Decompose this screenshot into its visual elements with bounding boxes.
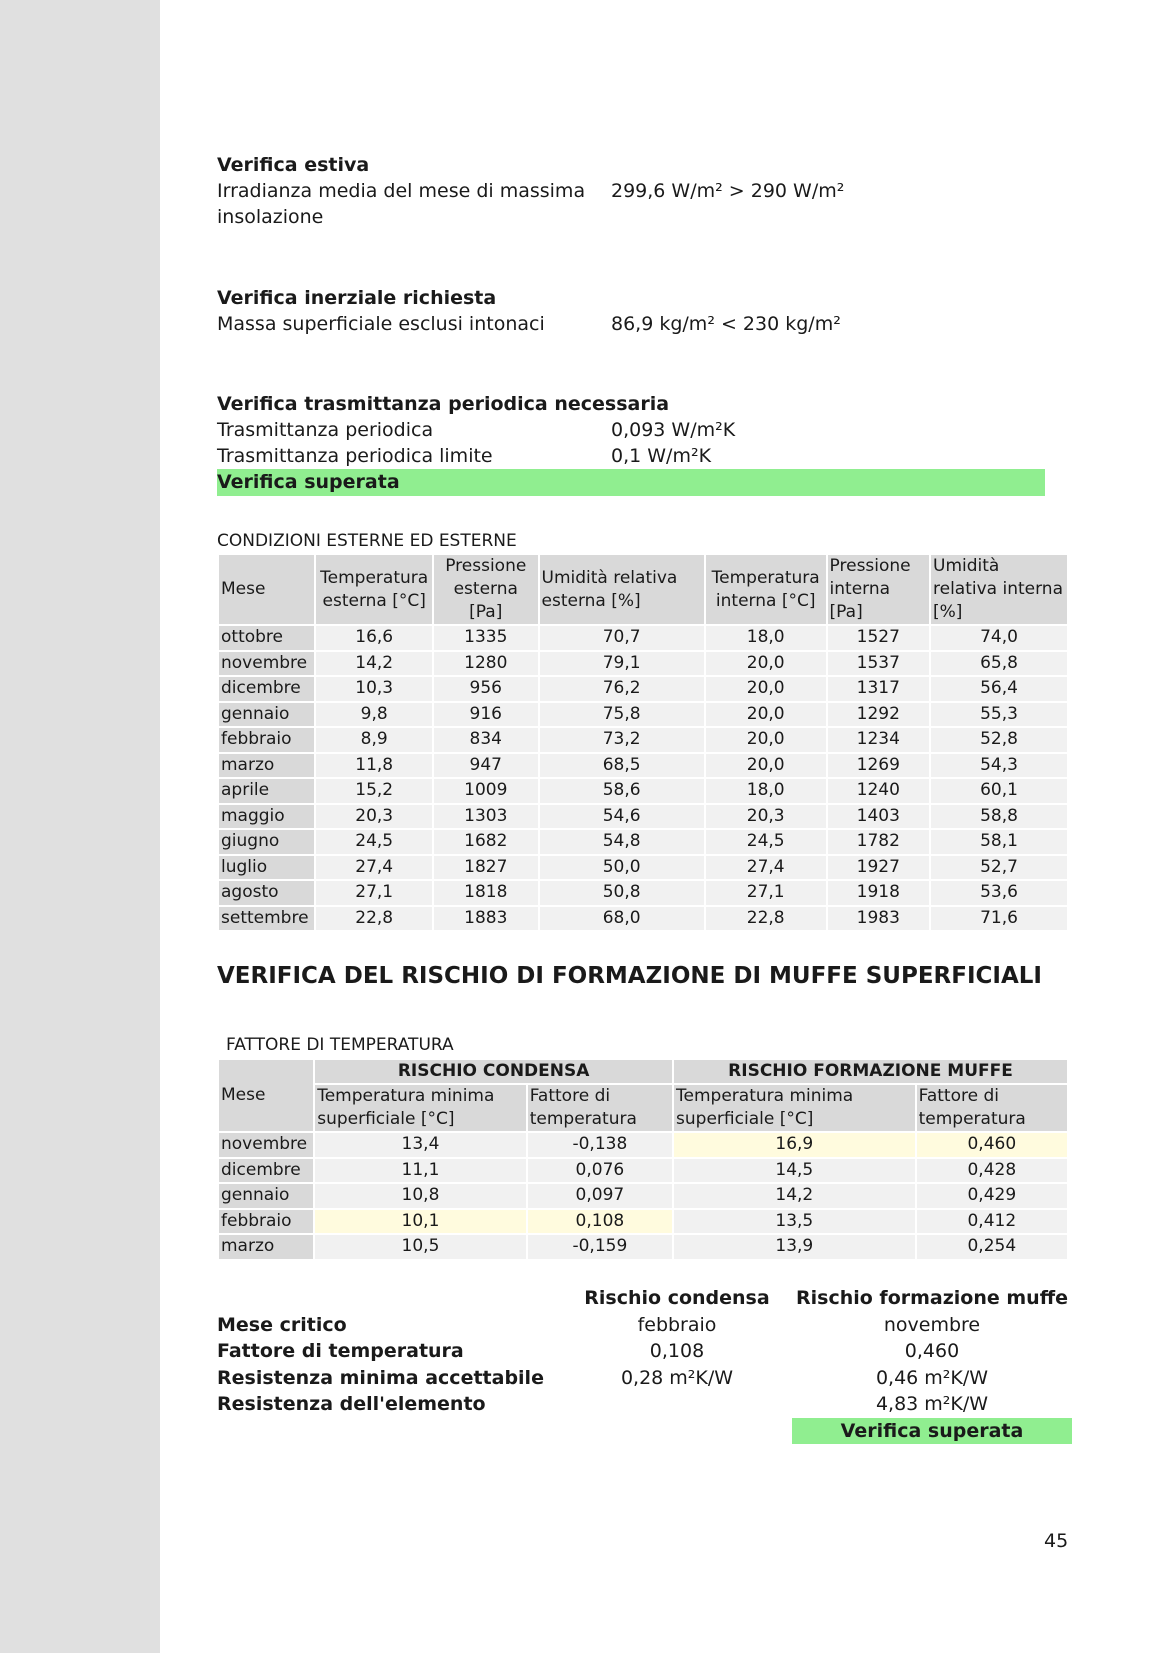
summary-header-row [217, 1285, 1077, 1312]
month-cell: ottobre [219, 626, 314, 650]
value-cell: 14,2 [674, 1184, 915, 1208]
verifica-estiva-block [217, 152, 845, 230]
value-cell: 0,412 [917, 1210, 1067, 1234]
value-cell: 58,1 [931, 830, 1067, 854]
summary-label: Resistenza dell'elemento [217, 1393, 486, 1415]
value-cell: 24,5 [316, 830, 432, 854]
value-cell: 56,4 [931, 677, 1067, 701]
summary-row [217, 1365, 1077, 1392]
verifica-inerziale-block [217, 285, 841, 337]
value-cell: 71,6 [931, 907, 1067, 931]
verifica-estiva-label-cont: insolazione [217, 206, 324, 228]
verifica-trasmittanza-block [217, 391, 1045, 496]
value-cell: 68,5 [540, 754, 704, 778]
value-cell: 1983 [828, 907, 929, 931]
value-cell: 58,8 [931, 805, 1067, 829]
value-cell: 10,1 [315, 1210, 526, 1234]
header-pressione-interna: Pressione interna [Pa] [828, 555, 929, 624]
value-cell: 1927 [828, 856, 929, 880]
verifica-inerziale-row [217, 311, 841, 337]
value-cell: 1280 [434, 652, 537, 676]
month-cell: giugno [219, 830, 314, 854]
summary-row [217, 1312, 1077, 1339]
table-row [219, 1210, 1067, 1234]
header-muffe-tmin: Temperatura minima superficiale [°C] [674, 1085, 915, 1131]
value-cell: 11,8 [316, 754, 432, 778]
value-cell: 20,3 [316, 805, 432, 829]
month-cell: maggio [219, 805, 314, 829]
table-row [219, 1184, 1067, 1208]
value-cell: 13,9 [674, 1235, 915, 1259]
table-row [219, 652, 1067, 676]
header-umidita-esterna: Umidità relativa esterna [%] [540, 555, 704, 624]
value-cell: 68,0 [540, 907, 704, 931]
value-cell: 1234 [828, 728, 929, 752]
value-cell: 0,076 [528, 1159, 672, 1183]
value-cell: 1537 [828, 652, 929, 676]
value-cell: 73,2 [540, 728, 704, 752]
table-row [219, 626, 1067, 650]
summary-row [217, 1338, 1077, 1365]
value-cell: 1827 [434, 856, 537, 880]
trasmittanza-limite-label: Trasmittanza periodica limite [217, 445, 493, 467]
value-cell: 1303 [434, 805, 537, 829]
value-cell: 10,5 [315, 1235, 526, 1259]
value-cell: 75,8 [540, 703, 704, 727]
table-row [219, 1133, 1067, 1157]
value-cell: 20,0 [706, 703, 826, 727]
value-cell: 52,8 [931, 728, 1067, 752]
verifica-superata-cell: Verifica superata [792, 1418, 1072, 1444]
table-row [219, 728, 1067, 752]
value-cell: 20,0 [706, 677, 826, 701]
value-cell: 11,1 [315, 1159, 526, 1183]
month-cell: aprile [219, 779, 314, 803]
header-rischio-muffe: RISCHIO FORMAZIONE MUFFE [674, 1060, 1067, 1083]
summary-label: Fattore di temperatura [217, 1340, 464, 1362]
header-temp-interna: Temperatura interna [°C] [706, 555, 826, 624]
value-cell: 27,4 [316, 856, 432, 880]
value-cell: 27,1 [706, 881, 826, 905]
fattore-temperatura-table [217, 1058, 1069, 1261]
table-row [219, 830, 1067, 854]
month-cell: agosto [219, 881, 314, 905]
value-cell: 54,8 [540, 830, 704, 854]
value-cell: 10,8 [315, 1184, 526, 1208]
value-cell: 14,5 [674, 1159, 915, 1183]
value-cell: 70,7 [540, 626, 704, 650]
header-umidita-interna: Umidità relativa interna [%] [931, 555, 1067, 624]
value-cell: 14,2 [316, 652, 432, 676]
muffe-section-title: VERIFICA DEL RISCHIO DI FORMAZIONE DI MUFFE SUPERFICIALI [217, 963, 1042, 989]
value-cell: 18,0 [706, 779, 826, 803]
month-cell: marzo [219, 1235, 313, 1259]
trasmittanza-row [217, 417, 1045, 443]
month-cell: gennaio [219, 1184, 313, 1208]
month-cell: dicembre [219, 677, 314, 701]
value-cell: 0,097 [528, 1184, 672, 1208]
verifica-trasmittanza-title: Verifica trasmittanza periodica necessaria [217, 393, 670, 415]
value-cell: 0,460 [917, 1133, 1067, 1157]
table-row [219, 754, 1067, 778]
value-cell: 27,4 [706, 856, 826, 880]
verifica-inerziale-title: Verifica inerziale richiesta [217, 287, 497, 309]
value-cell: 22,8 [316, 907, 432, 931]
value-cell: 956 [434, 677, 537, 701]
value-cell: 0,254 [917, 1235, 1067, 1259]
value-cell: 79,1 [540, 652, 704, 676]
value-cell: 60,1 [931, 779, 1067, 803]
value-cell: 0,429 [917, 1184, 1067, 1208]
value-cell: 1682 [434, 830, 537, 854]
value-cell: 50,8 [540, 881, 704, 905]
value-cell: 1292 [828, 703, 929, 727]
summary-condensa-value: 0,28 m²K/W [620, 1366, 734, 1389]
table-row [219, 779, 1067, 803]
value-cell: 53,6 [931, 881, 1067, 905]
value-cell: 16,6 [316, 626, 432, 650]
trasmittanza-value: 0,093 W/m²K [611, 419, 736, 441]
verifica-inerziale-value: 86,9 kg/m² < 230 kg/m² [611, 313, 841, 335]
month-cell: gennaio [219, 703, 314, 727]
value-cell: 1883 [434, 907, 537, 931]
value-cell: 0,108 [528, 1210, 672, 1234]
value-cell: 8,9 [316, 728, 432, 752]
verifica-estiva-label: Irradianza media del mese di massima [217, 180, 586, 202]
header-condensa-tmin: Temperatura minima superficiale [°C] [315, 1085, 526, 1131]
summary-condensa-value: 0,108 [649, 1340, 705, 1362]
header-mese: Mese [219, 555, 314, 624]
month-cell: dicembre [219, 1159, 313, 1183]
value-cell: -0,138 [528, 1133, 672, 1157]
value-cell: -0,159 [528, 1235, 672, 1259]
trasmittanza-limite-value: 0,1 W/m²K [611, 445, 712, 467]
header-condensa-fattore: Fattore di temperatura [528, 1085, 672, 1131]
value-cell: 24,5 [706, 830, 826, 854]
fattore-temperatura-caption: FATTORE DI TEMPERATURA [226, 1035, 454, 1055]
month-cell: febbraio [219, 728, 314, 752]
summary-condensa-value: febbraio [637, 1313, 717, 1336]
value-cell: 13,4 [315, 1133, 526, 1157]
value-cell: 15,2 [316, 779, 432, 803]
verifica-estiva-value: 299,6 W/m² > 290 W/m² [611, 180, 845, 202]
value-cell: 1335 [434, 626, 537, 650]
value-cell: 58,6 [540, 779, 704, 803]
header-muffe-fattore: Fattore di temperatura [917, 1085, 1067, 1131]
value-cell: 20,0 [706, 652, 826, 676]
verifica-inerziale-label: Massa superficiale esclusi intonaci [217, 313, 545, 335]
value-cell: 1009 [434, 779, 537, 803]
header-rischio-condensa: RISCHIO CONDENSA [315, 1060, 672, 1083]
summary-muffe-value: novembre [883, 1313, 981, 1336]
value-cell: 76,2 [540, 677, 704, 701]
value-cell: 50,0 [540, 856, 704, 880]
summary-label: Mese critico [217, 1313, 347, 1336]
left-margin-strip [0, 0, 160, 1653]
value-cell: 65,8 [931, 652, 1067, 676]
table-row [219, 907, 1067, 931]
value-cell: 27,1 [316, 881, 432, 905]
value-cell: 54,3 [931, 754, 1067, 778]
value-cell: 52,7 [931, 856, 1067, 880]
value-cell: 20,0 [706, 754, 826, 778]
month-cell: novembre [219, 652, 314, 676]
verifica-superata-bar: Verifica superata [217, 469, 1045, 496]
month-cell: marzo [219, 754, 314, 778]
value-cell: 16,9 [674, 1133, 915, 1157]
summary-muffe-value: 0,46 m²K/W [875, 1366, 989, 1389]
summary-muffe-value: 4,83 m²K/W [875, 1393, 989, 1415]
table-row [219, 677, 1067, 701]
condizioni-caption: CONDIZIONI ESTERNE ED ESTERNE [217, 531, 517, 551]
value-cell: 1269 [828, 754, 929, 778]
value-cell: 834 [434, 728, 537, 752]
summary-result-row [217, 1418, 1077, 1445]
value-cell: 1240 [828, 779, 929, 803]
verifica-estiva-row [217, 178, 845, 204]
value-cell: 55,3 [931, 703, 1067, 727]
value-cell: 20,3 [706, 805, 826, 829]
value-cell: 54,6 [540, 805, 704, 829]
value-cell: 947 [434, 754, 537, 778]
value-cell: 1403 [828, 805, 929, 829]
month-cell: febbraio [219, 1210, 313, 1234]
summary-row [217, 1391, 1077, 1418]
trasmittanza-limite-row [217, 443, 1045, 469]
page-number: 45 [1044, 1530, 1069, 1552]
month-cell: novembre [219, 1133, 313, 1157]
condizioni-table [217, 553, 1069, 932]
value-cell: 1918 [828, 881, 929, 905]
value-cell: 1527 [828, 626, 929, 650]
trasmittanza-label: Trasmittanza periodica [217, 419, 434, 441]
table-row [219, 805, 1067, 829]
value-cell: 74,0 [931, 626, 1067, 650]
value-cell: 9,8 [316, 703, 432, 727]
month-cell: settembre [219, 907, 314, 931]
table-row [219, 703, 1067, 727]
value-cell: 1782 [828, 830, 929, 854]
summary-header-muffe: Rischio formazione muffe [796, 1287, 1068, 1309]
header-temp-esterna: Temperatura esterna [°C] [316, 555, 432, 624]
summary-block [217, 1285, 1077, 1444]
value-cell: 0,428 [917, 1159, 1067, 1183]
summary-muffe-value: 0,460 [904, 1340, 960, 1362]
header-pressione-esterna: Pressione esterna [Pa] [434, 555, 537, 624]
value-cell: 13,5 [674, 1210, 915, 1234]
table-row [219, 1159, 1067, 1183]
table-row [219, 856, 1067, 880]
value-cell: 1818 [434, 881, 537, 905]
month-cell: luglio [219, 856, 314, 880]
summary-header-condensa: Rischio condensa [584, 1287, 770, 1309]
table-row [219, 881, 1067, 905]
table-row [219, 1235, 1067, 1259]
value-cell: 1317 [828, 677, 929, 701]
value-cell: 18,0 [706, 626, 826, 650]
verifica-estiva-title: Verifica estiva [217, 154, 370, 176]
value-cell: 20,0 [706, 728, 826, 752]
header-mese: Mese [219, 1060, 313, 1131]
value-cell: 22,8 [706, 907, 826, 931]
value-cell: 10,3 [316, 677, 432, 701]
summary-label: Resistenza minima accettabile [217, 1366, 544, 1389]
value-cell: 916 [434, 703, 537, 727]
